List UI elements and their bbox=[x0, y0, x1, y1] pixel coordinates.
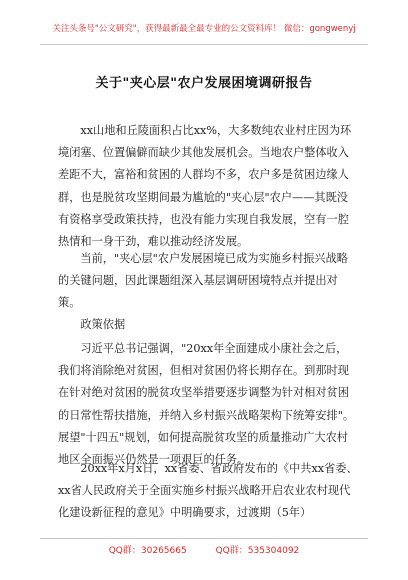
document-title: 关于"夹心层"农户发展困境调研报告 bbox=[95, 76, 313, 91]
header-banner: 关注头条号"公文研究"，获得最新最全最专业的公文资料库！ 微信：gongwenyj bbox=[52, 24, 356, 34]
footer-divider bbox=[40, 538, 368, 539]
header-divider bbox=[40, 44, 368, 45]
paragraph-current-situation: 当前，"夹心层"农户发展困境已成为实施乡村振兴战略的关键问题，因此课题组深入基层调研困境特点并提出对策。 bbox=[58, 252, 348, 310]
footer-qq-group-1: QQ群：30265665 bbox=[108, 546, 187, 556]
footer bbox=[0, 543, 408, 556]
section-heading-policy-basis: 政策依据 bbox=[80, 318, 126, 331]
paragraph-intro: xx山地和丘陵面积占比xx%，大多数纯农业村庄因为环境闭塞、位置偏僻而缺少其他发展机会。当地农户整体收入差距不大，富裕和贫困的人群均不多，农户多是贫困边缘人群，也是脱贫攻坚期间最为尴尬的"夹心层"农户——其既没有资格享受政策扶持，也没有能力实现自我发展，空有一腔热情和一身干劲，难以推动经济发展。 bbox=[58, 124, 352, 249]
paragraph-provincial-opinion: 20xx年x月x日，xx省委、省政府发布的《中共xx省委、xx省人民政府关于全面实施乡村振兴战略开启农业农村现代化建设新征程的意见》中明确要求，过渡期（5年） bbox=[58, 462, 358, 520]
paragraph-xi-quote: 习近平总书记强调，"20xx年全面建成小康社会之后，我们将消除绝对贫困，但相对贫困仍将长期存在。到那时现在针对绝对贫困的脱贫攻坚举措要逐步调整为针对相对贫困的日常性帮扶措施，并纳入乡村振兴战略架构下统筹安排"。展望"十四五"规划，如何提高脱贫攻坚的质量推动广大农村地区全面振兴仍然是一项艰巨的任务。 bbox=[58, 342, 355, 467]
footer-qq-group-2: QQ群：535304092 bbox=[215, 546, 300, 556]
